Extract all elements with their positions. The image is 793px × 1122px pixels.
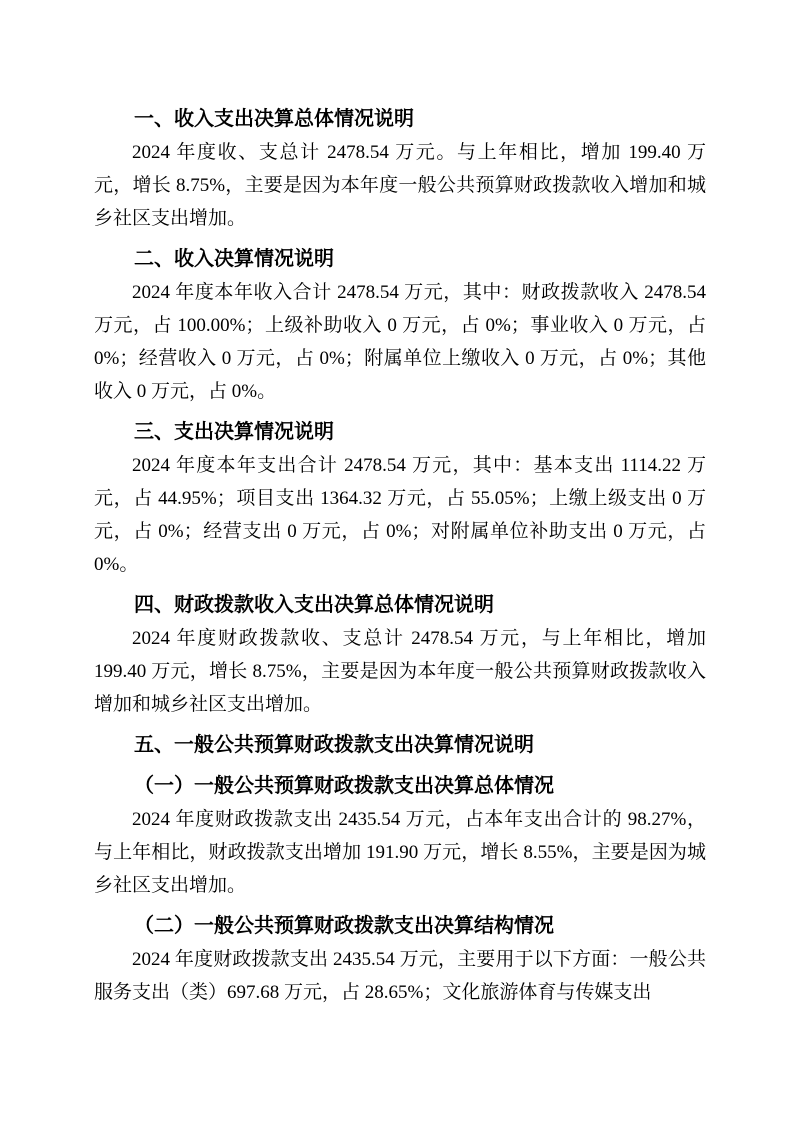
section-1-paragraph: 2024 年度收、支总计 2478.54 万元。与上年相比，增加 199.40 万元，增长 8.75%，主要是因为本年度一般公共预算财政拨款收入增加和城乡社区支出增加。 [94, 142, 706, 229]
section-5-heading: 五、一般公共预算财政拨款支出决算情况说明 [134, 734, 534, 756]
section-5-1-subheading: （一）一般公共预算财政拨款支出决算总体情况 [134, 775, 554, 797]
section-2-heading: 二、收入决算情况说明 [134, 248, 334, 270]
section-4-heading: 四、财政拨款收入支出决算总体情况说明 [134, 594, 494, 616]
section-2-paragraph: 2024 年度本年收入合计 2478.54 万元，其中：财政拨款收入 2478.54 万元，占 100.00%；上级补助收入 0 万元，占 0%；事业收入 0 万元，占 0%；经营收入 0 万元，占 0%；附属单位上缴收入 0 万元，占 0%；其他收入 0 万元，占 0%。 [94, 282, 706, 402]
section-1-heading: 一、收入支出决算总体情况说明 [134, 108, 414, 130]
section-3-paragraph: 2024 年度本年支出合计 2478.54 万元，其中：基本支出 1114.22 万元，占 44.95%；项目支出 1364.32 万元，占 55.05%；上缴上级支出 0 万元，占 0%；经营支出 0 万元，占 0%；对附属单位补助支出 0 万元，占 0%。 [94, 455, 706, 575]
section-4-paragraph: 2024 年度财政拨款收、支总计 2478.54 万元，与上年相比，增加 199.40 万元，增长 8.75%，主要是因为本年度一般公共预算财政拨款收入增加和城乡社区支出增加。 [94, 628, 706, 715]
section-5-2-subheading: （二）一般公共预算财政拨款支出决算结构情况 [134, 915, 554, 937]
section-3-heading: 三、支出决算情况说明 [134, 421, 334, 443]
section-5-2-paragraph: 2024 年度财政拨款支出 2435.54 万元，主要用于以下方面：一般公共服务支出（类）697.68 万元，占 28.65%；文化旅游体育与传媒支出 [94, 949, 706, 1003]
section-5-1-paragraph: 2024 年度财政拨款支出 2435.54 万元，占本年支出合计的 98.27%，与上年相比，财政拨款支出增加 191.90 万元，增长 8.55%，主要是因为城乡社区支出增加。 [94, 809, 706, 896]
